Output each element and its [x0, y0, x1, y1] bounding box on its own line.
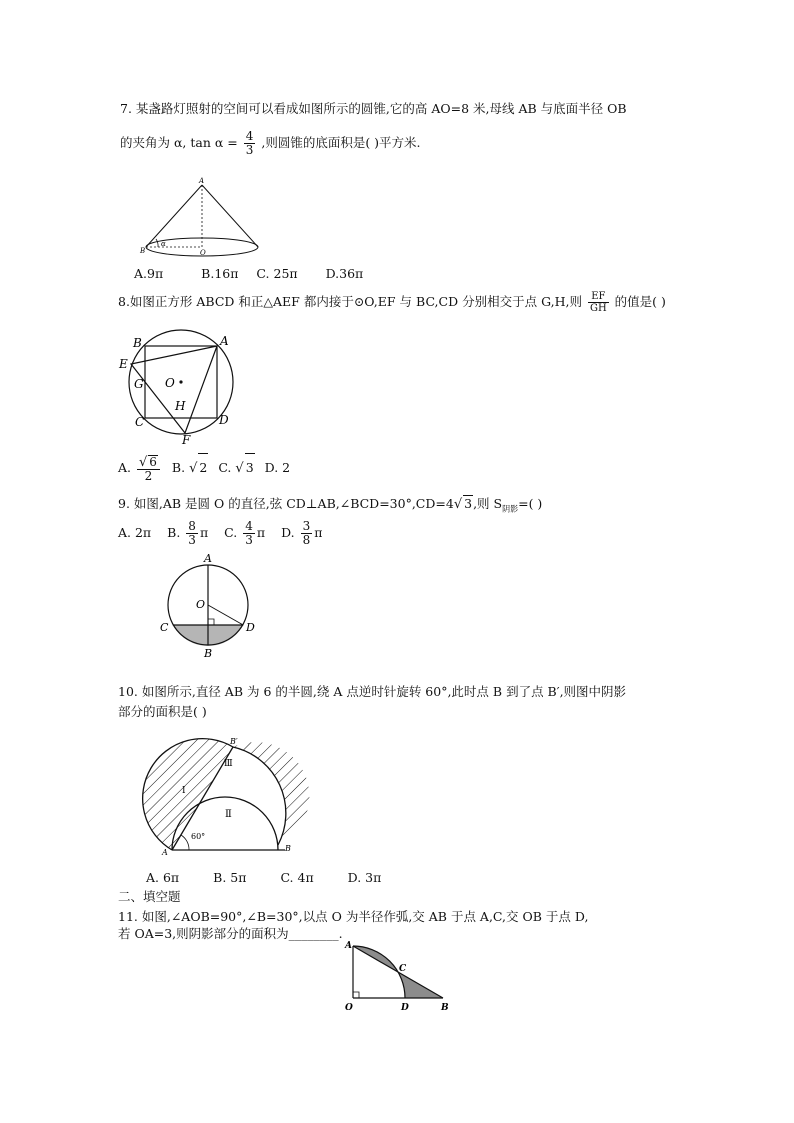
- q7-option-c: C. 25π: [256, 266, 298, 281]
- q8-text-main: 8.如图正方形 ABCD 和正△AEF 都内接于⊙O,EF 与 BC,CD 分别相交于点 G,H,则: [118, 294, 582, 309]
- q7-frac-num: 4: [245, 129, 254, 143]
- q8-option-c-rad: 3: [245, 453, 255, 482]
- q9-label-D: D: [246, 621, 255, 634]
- q10-text-line1: 10. 如图所示,直径 AB 为 6 的半圆,绕 A 点逆时针旋转 60°,此时点 B 到了点 B′,则图中阴影: [118, 684, 627, 699]
- q8-label-D: D: [219, 413, 229, 427]
- q7-text-line2: [120, 130, 421, 157]
- q7-options: [134, 266, 377, 282]
- q11-label-A: A: [345, 941, 352, 951]
- q9-option-d-num: 3: [302, 519, 311, 533]
- q7-cone-figure: [140, 175, 260, 265]
- q7-option-d: D.36π: [325, 266, 364, 281]
- q8-label-A: A: [220, 334, 229, 348]
- q10-option-c: C. 4π: [280, 870, 314, 885]
- q9-text-c: =( ): [518, 496, 543, 511]
- q11-right-triangle-figure: [343, 940, 463, 1020]
- q10-option-b: B. 5π: [213, 870, 247, 885]
- q8-option-b-prefix: B.: [171, 460, 186, 475]
- q9-option-b-num: 8: [188, 519, 196, 533]
- q8-label-O: O: [165, 376, 175, 390]
- q11-label-D: D: [401, 1003, 409, 1013]
- q11-text-line2: 若 OA=3,则阴影部分的面积为________.: [118, 926, 343, 941]
- q9-option-a: A. 2π: [118, 525, 152, 540]
- q10-option-a: A. 6π: [146, 870, 180, 885]
- q8-frac-num: EF: [588, 291, 609, 303]
- q9-options: [118, 518, 322, 548]
- q9-option-c-num: 4: [245, 519, 253, 533]
- q9-option-c-pi: π: [256, 525, 266, 540]
- q10-rotated-semicircle-figure: [145, 735, 305, 855]
- q9-option-d-den: 8: [302, 533, 311, 547]
- q9-label-A: A: [204, 552, 212, 565]
- q7-option-b: B.16π: [201, 266, 239, 281]
- section-title-fill-in: 二、填空题: [118, 889, 181, 904]
- q10-text-line2: 部分的面积是( ): [118, 704, 207, 719]
- q9-sub-shaded: 阴影: [502, 504, 519, 514]
- q7-text-line1: 7. 某盏路灯照射的空间可以看成如图所示的圆锥,它的高 AO=8 米,母线 AB 与底面半径 OB: [120, 101, 627, 116]
- q8-label-F: F: [182, 433, 191, 447]
- q8-options: A. $\frac{√ 6}{2}$ B. √ 2 C. √ 3 D. 2: [118, 454, 291, 483]
- q8-ratio-fraction: [588, 291, 609, 314]
- q10-label-angle: 60°: [191, 832, 206, 841]
- q8-option-d: D. 2: [264, 460, 291, 475]
- q7-label-alpha: α: [161, 240, 166, 248]
- q8-option-a-prefix: A.: [118, 460, 132, 475]
- q8-label-G: G: [134, 377, 144, 391]
- q10-label-A: A: [162, 848, 168, 857]
- q8-label-C: C: [135, 415, 145, 429]
- q9-option-d-pi: π: [314, 525, 323, 540]
- q7-frac-den: 3: [245, 143, 254, 157]
- q10-label-I: Ⅰ: [182, 786, 186, 796]
- q8-option-b-rad: 2: [198, 453, 208, 482]
- q9-option-b-pi: π: [199, 525, 209, 540]
- q7-label-A: A: [199, 177, 205, 185]
- q7-text-line2-a: 的夹角为 α, tan α =: [120, 135, 238, 150]
- q9-circle-figure: [160, 552, 270, 665]
- q9-text: 9. 如图,AB 是圆 O 的直径,弦 CD⊥AB,∠BCD=30°,CD=4√ 3,则 $S_{阴影}=$( ): [118, 496, 543, 514]
- q8-option-a-fraction: [137, 455, 160, 483]
- q10-label-Bp: B′: [230, 737, 238, 746]
- q8-option-a-den: 2: [144, 468, 153, 483]
- q9-option-c-fraction: [243, 520, 255, 547]
- q10-label-B: B: [285, 844, 291, 853]
- q9-option-c-den: 3: [245, 533, 253, 547]
- q9-option-b-prefix: B.: [167, 525, 181, 540]
- q8-label-H: H: [175, 399, 186, 413]
- q9-text-a: 9. 如图,AB 是圆 O 的直径,弦 CD⊥AB,∠BCD=30°,CD=4: [118, 496, 454, 511]
- q9-option-b-den: 3: [188, 533, 196, 547]
- q11-label-C: C: [399, 964, 407, 974]
- q8-frac-den: GH: [589, 303, 607, 314]
- q11-label-B: B: [441, 1003, 449, 1013]
- q7-tan-fraction: [244, 130, 256, 157]
- q8-text-end: 的值是( ): [614, 294, 666, 309]
- q9-label-O: O: [196, 598, 206, 611]
- q7-option-a: A.9π: [134, 266, 164, 281]
- q8-option-a-rad: 6: [149, 454, 157, 469]
- q8-text: [118, 291, 666, 314]
- q10-label-III: Ⅲ: [224, 759, 233, 769]
- q8-label-B: B: [133, 336, 142, 350]
- q11-label-O: O: [345, 1003, 353, 1013]
- q7-text-line2-b: ,则圆锥的底面积是( )平方米.: [261, 135, 421, 150]
- q7-label-O: O: [200, 249, 206, 257]
- q9-label-B: B: [204, 647, 213, 660]
- q9-option-d-fraction: [301, 520, 313, 547]
- q9-option-b-fraction: [186, 520, 198, 547]
- q9-rad: 3: [464, 496, 473, 511]
- q11-text-line1: 11. 如图,∠AOB=90°,∠B=30°,以点 O 为半径作弧,交 AB 于点 A,C,交 OB 于点 D,: [118, 909, 589, 924]
- q8-circle-square-triangle-figure: [115, 330, 245, 450]
- q10-option-d: D. 3π: [347, 870, 382, 885]
- q9-option-d-prefix: D.: [281, 525, 295, 540]
- q10-options: [146, 870, 395, 886]
- q9-label-C: C: [160, 621, 169, 634]
- q9-option-c-prefix: C.: [224, 525, 238, 540]
- q8-option-c-prefix: C.: [218, 460, 232, 475]
- q7-label-B: B: [140, 247, 146, 255]
- q10-label-II: Ⅱ: [225, 809, 232, 820]
- q9-text-b: ,则 S: [473, 496, 503, 511]
- q8-option-a-num: √ 6: [137, 455, 160, 470]
- q8-label-E: E: [119, 357, 128, 371]
